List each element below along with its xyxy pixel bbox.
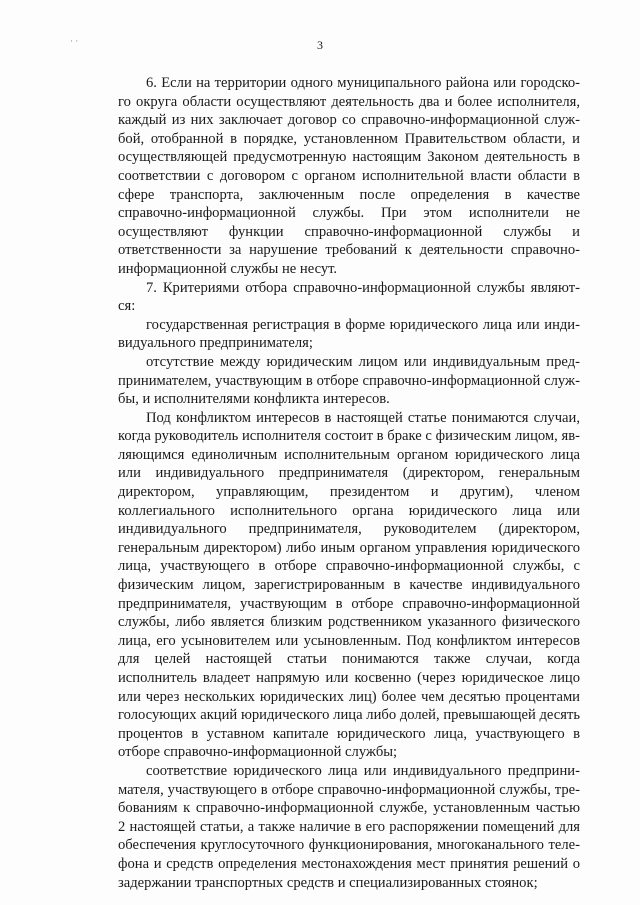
criterion-compliance: соответствие юридического лица или индивидуального предпринимателя, участвующего в отборе справочно-информационной службы, требованиям к справочно-информационной службе, установленным частью 2 настоящей статьи, а также наличие в его распоряжении помещений для обеспечения круглосуточного функционирования, многоканального телефона и средств определения местонахождения мест принятия решений о задержании транспортных средств и специализированных стоянок;: [118, 762, 580, 891]
criterion-registration: государственная регистрация в форме юридического лица или индивидуального предпринимателя;: [118, 316, 580, 352]
scan-mark: · ·: [70, 36, 79, 46]
conflict-definition: Под конфликтом интересов в настоящей статье понимаются случаи, когда руководитель исполнителя состоит в браке с физическим лицом, являющимся единоличным исполнительным органом юридического лица или индивидуального предпринимателя (директором, генеральным директором, управляющим, президентом и другим), членом коллегиального исполнительного органа юридического лица или индивидуального предпринимателя, руководителем (директором, генеральным директором) либо иным органом управления юридического лица, участвующего в отборе справочно-информационной службы, с физическим лицом, зарегистрированным в качестве индивидуального предпринимателя, участвующим в отборе справочно-информационной службы, либо является близким родственником указанного физического лица, его усыновителем или усыновленным. Под конфликтом интересов для целей настоящей статьи понимаются также случаи, когда исполнитель владеет напрямую или косвенно (через юридическое лицо или через нескольких юридических лиц) более чем десятью процентами голосующих акций юридического лица либо долей, превышающей десять процентов в уставном капитале юридического лица, участвующего в отборе справочно-информационной службы;: [118, 409, 580, 761]
document-body: [118, 74, 580, 892]
paragraph-6: 6. Если на территории одного муниципального района или городского округа области осуществляют деятельность два и более исполнителя, каждый из них заключает договор со справочно-информационной службой, отобранной в порядке, установленном Правительством области, и осуществляющей предусмотренную настоящим Законом деятельность в соответствии с договором с органом исполнительной власти области в сфере транспорта, заключенным после определения в качестве справочно-информационной службы. При этом исполнители не осуществляют функции справочно-информационной службы и ответственности за нарушение требований к деятельности справочно-информационной службы не несут.: [118, 75, 580, 277]
criterion-no-conflict: отсутствие между юридическим лицом или индивидуальным предпринимателем, участвующим в отборе справочно-информационной службы, и исполнителями конфликта интересов.: [118, 353, 580, 408]
page-number: 3: [317, 38, 323, 52]
paragraph-7-intro: 7. Критериями отбора справочно-информационной службы являются:: [118, 279, 580, 315]
